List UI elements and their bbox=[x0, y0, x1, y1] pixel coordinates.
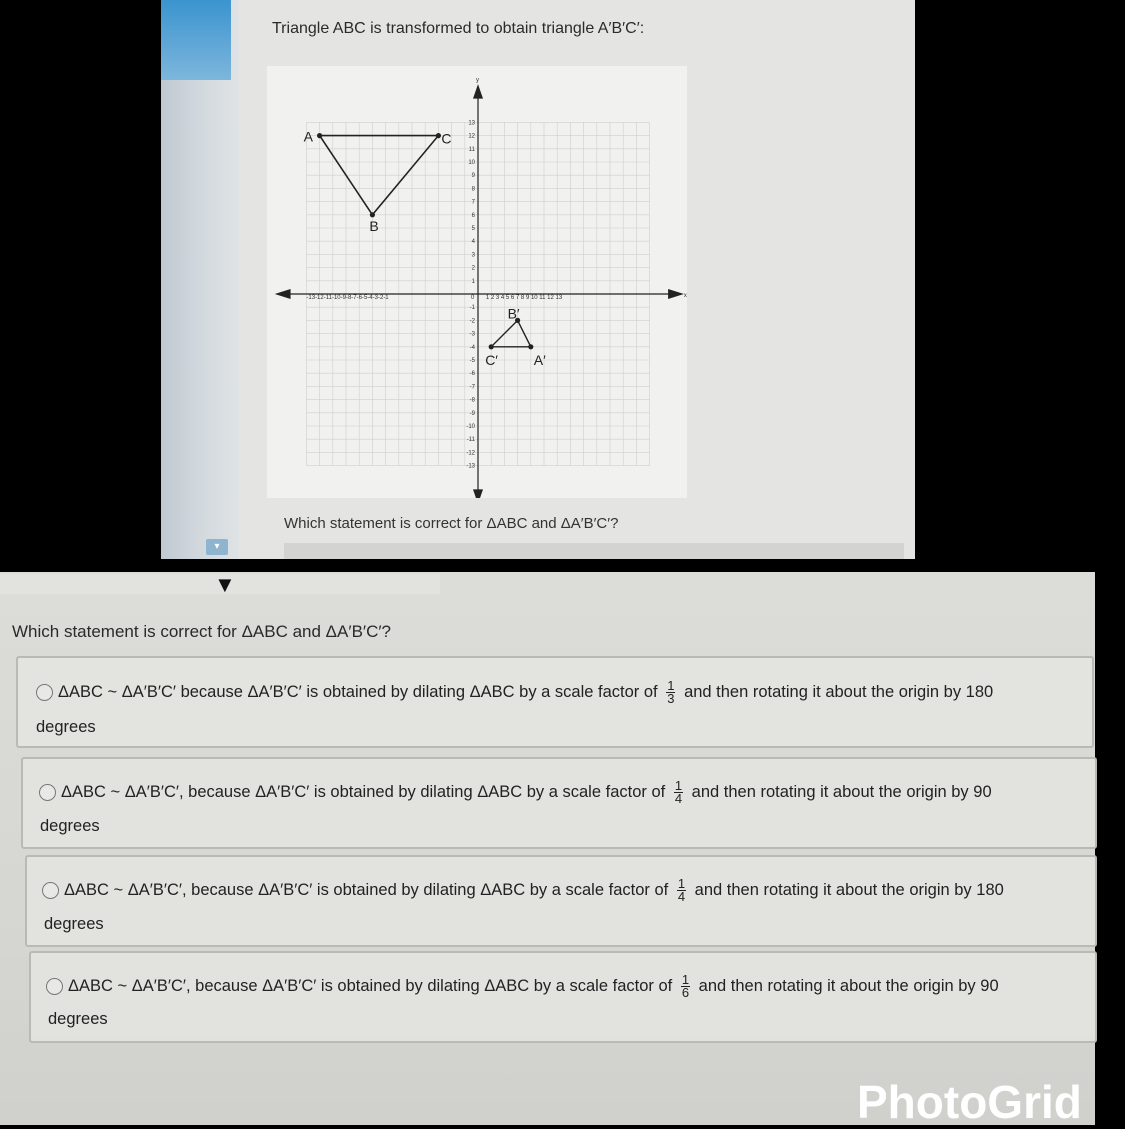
y-tick-label: 5 bbox=[471, 226, 475, 232]
origin-label: 0 bbox=[471, 295, 475, 301]
option-text: ΔABC ~ ΔA′B′C′ because ΔA′B′C′ is obtained by dilating ΔABC by a scale factor of bbox=[58, 682, 658, 701]
option-text-end: and then rotating it about the origin by 180 bbox=[684, 682, 994, 701]
y-tick-label: 6 bbox=[471, 212, 475, 219]
y-tick-label: -13 bbox=[466, 463, 475, 470]
option-text-line2: degrees bbox=[36, 718, 96, 736]
answer-option-2[interactable] bbox=[21, 757, 1097, 849]
y-tick-label: -12 bbox=[466, 450, 475, 457]
vertex-point-c2 bbox=[489, 344, 494, 349]
vertex-point-a2 bbox=[528, 344, 533, 349]
radio-button[interactable] bbox=[39, 784, 56, 801]
vertex-point-b bbox=[370, 212, 375, 217]
sidebar-accent bbox=[161, 0, 231, 80]
option-text: ΔABC ~ ΔA′B′C′, because ΔA′B′C′ is obtained by dilating ΔABC by a scale factor of bbox=[68, 976, 673, 995]
scale-fraction: $\frac{1}{6}$ bbox=[681, 972, 690, 1000]
option-text-line2: degrees bbox=[48, 1010, 108, 1028]
y-tick-label: -1 bbox=[469, 305, 475, 312]
y-tick-label: -2 bbox=[469, 318, 475, 325]
vertex-label-b: B bbox=[369, 217, 379, 234]
y-tick-label: -10 bbox=[466, 424, 475, 430]
option-text: ΔABC ~ ΔA′B′C′, because ΔA′B′C′ is obtained by dilating ΔABC by a scale factor of bbox=[61, 782, 666, 801]
x-axis-arrow-right bbox=[668, 289, 684, 299]
radio-button[interactable] bbox=[46, 978, 63, 995]
answer-area bbox=[284, 543, 904, 559]
coordinate-graph bbox=[267, 66, 687, 498]
x-tick-labels-negative: -13-12-11-10-9-8-7-6-5-4-3-2-1 bbox=[306, 295, 389, 301]
radio-button[interactable] bbox=[42, 882, 59, 899]
question-screen bbox=[161, 0, 915, 559]
y-tick-label: 9 bbox=[471, 173, 475, 180]
y-tick-label: 4 bbox=[471, 239, 475, 246]
vertex-label-a: A bbox=[303, 128, 313, 145]
y-tick-label: 3 bbox=[471, 252, 475, 259]
y-tick-label: 7 bbox=[471, 199, 475, 206]
y-tick-label: -11 bbox=[466, 437, 475, 444]
y-tick-label: 1 bbox=[471, 278, 475, 285]
photogrid-watermark: PhotoGrid bbox=[857, 1076, 1082, 1128]
scale-fraction: $\frac{1}{3}$ bbox=[667, 678, 675, 706]
answer-option-3[interactable] bbox=[25, 855, 1097, 947]
vertex-label-c2: C′ bbox=[485, 351, 498, 368]
question-prompt: Triangle ABC is transformed to obtain triangle A′B′C′: bbox=[272, 20, 645, 37]
vertex-label-c: C bbox=[441, 130, 452, 147]
graph-svg bbox=[267, 66, 687, 498]
y-axis-arrow-down bbox=[473, 489, 483, 498]
answer-option-1[interactable] bbox=[16, 656, 1094, 748]
option-text-end: and then rotating it about the origin by 90 bbox=[691, 782, 992, 801]
y-tick-label: -7 bbox=[469, 384, 475, 391]
y-axis-label: y bbox=[476, 77, 479, 84]
y-tick-label: -3 bbox=[469, 331, 475, 338]
option-text-end: and then rotating it about the origin by 180 bbox=[694, 880, 1004, 899]
x-axis-arrow-left bbox=[275, 289, 291, 299]
y-tick-label: 13 bbox=[468, 120, 475, 127]
y-tick-label: -5 bbox=[469, 358, 475, 364]
y-tick-label: 10 bbox=[468, 160, 475, 166]
vertex-label-a2: A′ bbox=[533, 351, 546, 368]
y-tick-label: -4 bbox=[469, 344, 475, 351]
y-tick-label: 8 bbox=[471, 186, 475, 193]
y-tick-label: 12 bbox=[468, 133, 475, 140]
y-tick-label: -6 bbox=[469, 371, 475, 378]
left-sidebar-strip bbox=[161, 0, 239, 559]
y-tick-label: 11 bbox=[468, 146, 475, 153]
chevron-down-icon[interactable]: ▾ bbox=[206, 539, 228, 555]
vertex-point-a bbox=[317, 133, 322, 138]
question-text: Which statement is correct for ΔABC and ΔA′B′C′? bbox=[284, 515, 619, 532]
scale-fraction: $\frac{1}{4}$ bbox=[674, 778, 683, 806]
answer-option-4[interactable] bbox=[29, 951, 1097, 1043]
y-tick-label: 2 bbox=[471, 265, 475, 272]
option-text-end: and then rotating it about the origin by 90 bbox=[698, 976, 999, 995]
vertex-point-c bbox=[436, 133, 441, 138]
question-heading: Which statement is correct for ΔABC and ΔA′B′C′? bbox=[12, 622, 392, 641]
x-axis-label: x bbox=[683, 293, 687, 299]
down-arrow-icon: ▼ bbox=[214, 572, 236, 597]
x-tick-labels-positive: 1 2 3 4 5 6 7 8 9 10 11 12 13 bbox=[485, 295, 563, 301]
option-text: ΔABC ~ ΔA′B′C′, because ΔA′B′C′ is obtained by dilating ΔABC by a scale factor of bbox=[64, 880, 669, 899]
option-text-line2: degrees bbox=[40, 817, 100, 835]
y-tick-label: -8 bbox=[469, 397, 475, 404]
y-axis-arrow-up bbox=[473, 84, 483, 99]
vertex-label-b2: B′ bbox=[507, 305, 520, 322]
option-text-line2: degrees bbox=[44, 915, 104, 933]
y-tick-label: -9 bbox=[469, 410, 475, 417]
radio-button[interactable] bbox=[36, 684, 53, 701]
scale-fraction: $\frac{1}{4}$ bbox=[677, 876, 686, 904]
